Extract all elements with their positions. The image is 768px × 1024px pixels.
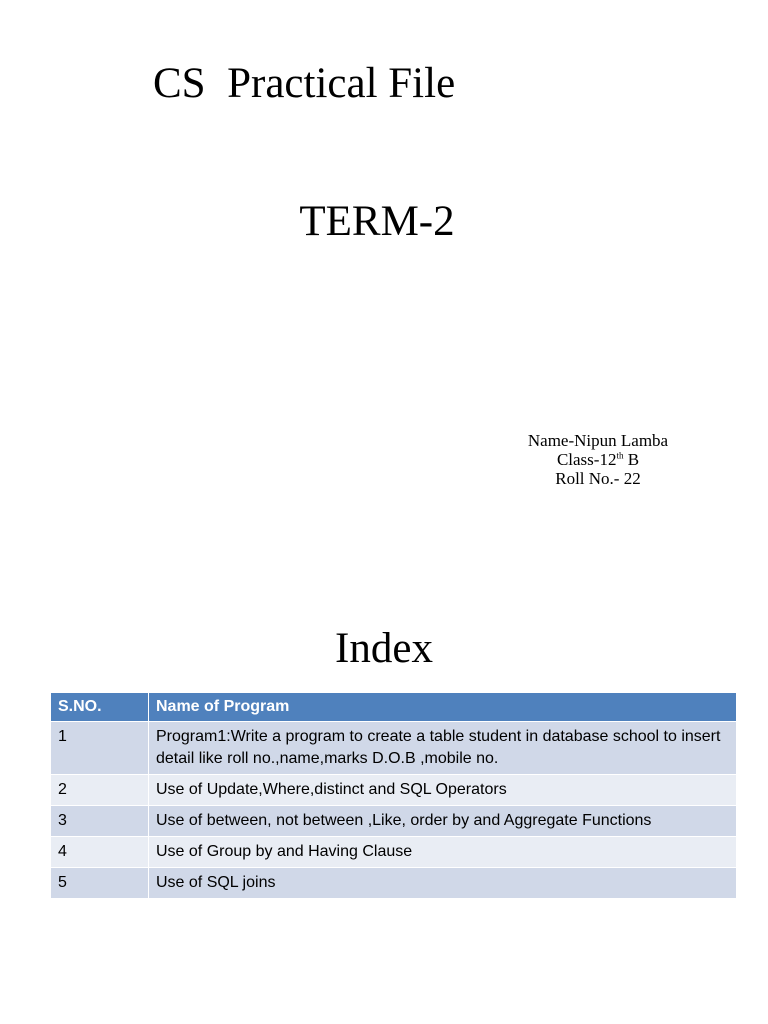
row-sno: 3 bbox=[51, 806, 149, 837]
row-sno: 2 bbox=[51, 775, 149, 806]
row-program: Program1:Write a program to create a table student in database school to insert detail like roll no.,name,marks D.O.B ,mobile no. bbox=[149, 722, 737, 775]
table-row bbox=[51, 722, 736, 775]
index-table bbox=[51, 693, 736, 898]
student-name: Name-Nipun Lamba bbox=[527, 431, 669, 450]
index-heading: Index bbox=[335, 625, 433, 672]
row-sno: 5 bbox=[51, 868, 149, 899]
row-program: Use of Group by and Having Clause bbox=[149, 837, 737, 868]
row-program: Use of between, not between ,Like, order by and Aggregate Functions bbox=[149, 806, 737, 837]
term-heading: TERM-2 bbox=[299, 198, 455, 245]
row-sno: 1 bbox=[51, 722, 149, 775]
table-row bbox=[51, 806, 736, 837]
student-info bbox=[498, 431, 698, 488]
table-row bbox=[51, 775, 736, 806]
table-row bbox=[51, 868, 736, 899]
student-roll: Roll No.- 22 bbox=[555, 469, 641, 488]
student-class-suffix: B bbox=[623, 450, 640, 469]
table-header-row bbox=[51, 693, 736, 722]
student-class bbox=[498, 450, 698, 469]
header-program-name: Name of Program bbox=[149, 693, 737, 722]
header-sno: S.NO. bbox=[51, 693, 149, 722]
student-class-prefix: Class-12 bbox=[556, 450, 617, 469]
student-class-superscript: th bbox=[616, 450, 624, 461]
row-sno: 4 bbox=[51, 837, 149, 868]
row-program: Use of Update,Where,distinct and SQL Operators bbox=[149, 775, 737, 806]
row-program: Use of SQL joins bbox=[149, 868, 737, 899]
document-title: CS Practical File bbox=[153, 60, 456, 107]
table-row bbox=[51, 837, 736, 868]
